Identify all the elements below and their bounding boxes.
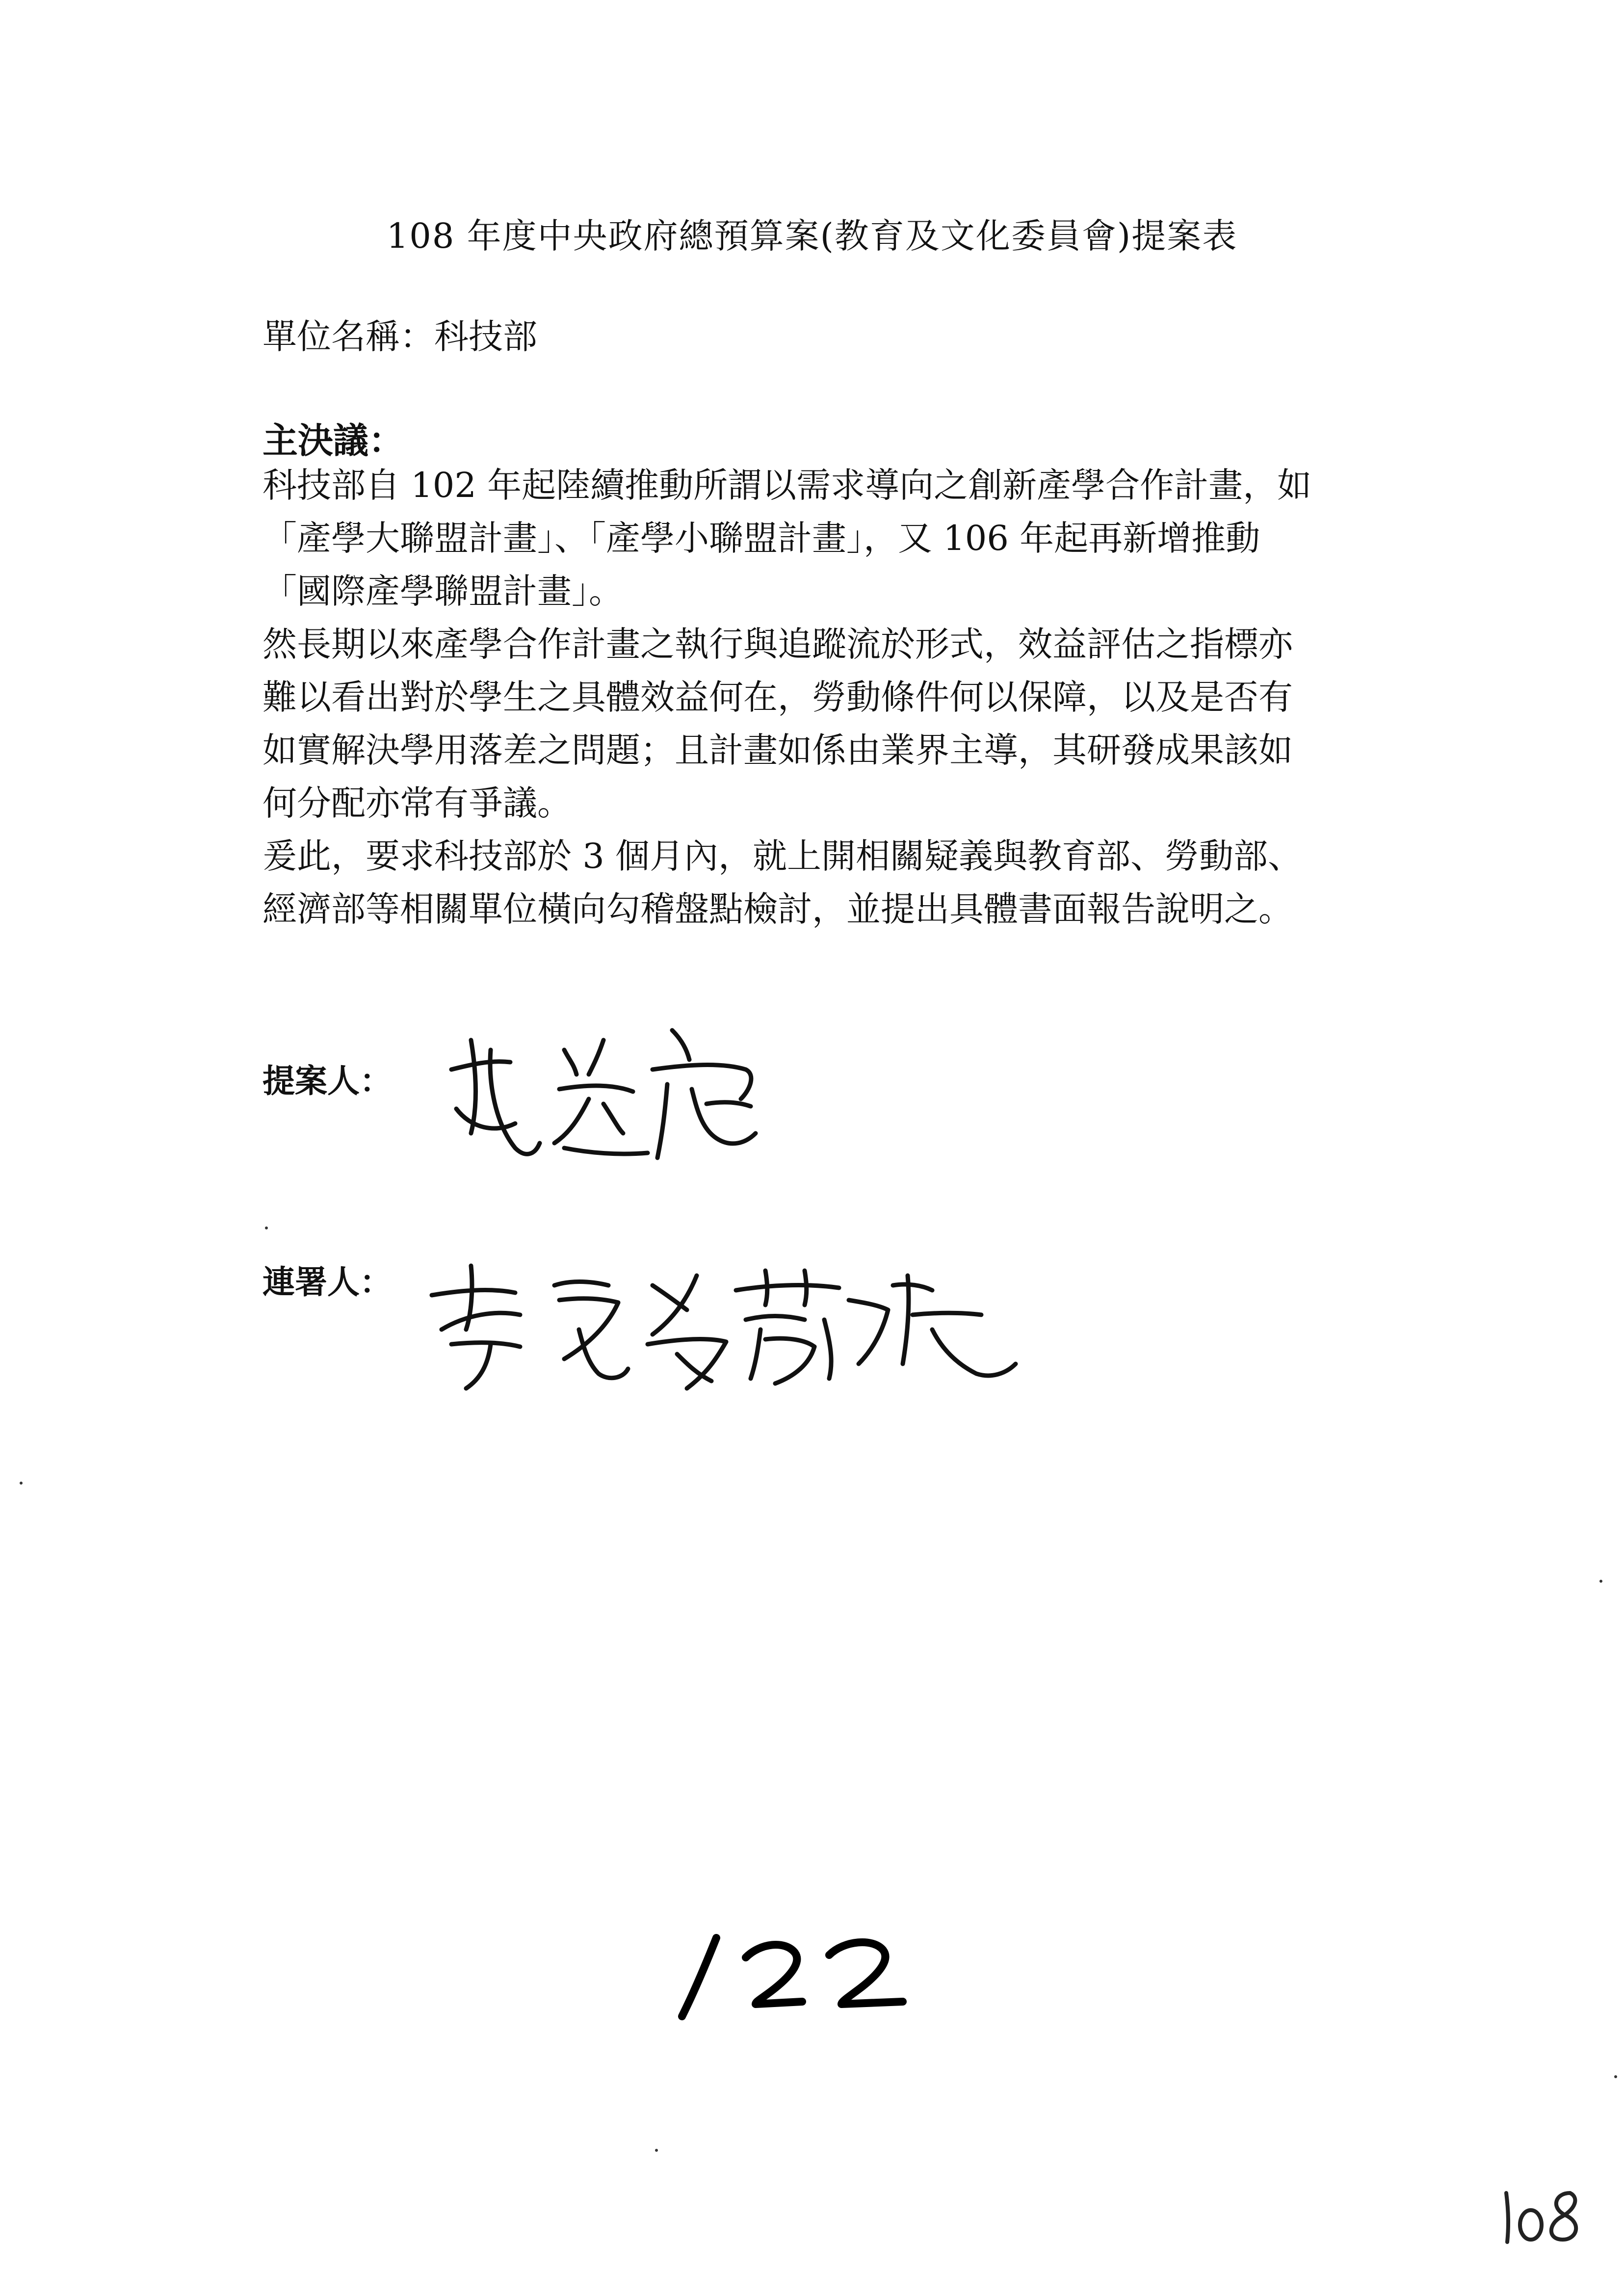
handwritten-corner-number [1496, 2178, 1595, 2254]
resolution-heading: 主決議： [262, 419, 404, 461]
scan-speck [265, 1226, 268, 1229]
cosigner-label: 連署人： [262, 1263, 392, 1301]
scan-speck [655, 2149, 658, 2152]
body-line: 經濟部等相關單位橫向勾稽盤點檢討，並提出具體書面報告說明之。 [262, 889, 1293, 929]
unit-label: 單位名稱： [262, 316, 434, 357]
proposer-label: 提案人： [262, 1062, 392, 1100]
body-line: 「國際產學聯盟計畫」。 [262, 571, 623, 611]
document-title: 108 年度中央政府總預算案(教育及文化委員會)提案表 [386, 216, 1238, 256]
body-line: 難以看出對於學生之具體效益何在，勞動條件何以保障，以及是否有 [262, 677, 1293, 717]
proposer-signature [442, 1011, 775, 1173]
body-line: 何分配亦常有爭議。 [262, 783, 572, 823]
body-line: 爰此，要求科技部於 3 個月內，就上開相關疑義與教育部、勞動部、 [262, 836, 1303, 876]
scan-speck [1599, 1580, 1602, 1583]
resolution-body [262, 459, 1450, 936]
body-line: 如實解決學用落差之問題；且計畫如係由業界主導，其研發成果該如 [262, 730, 1293, 770]
scan-speck [1614, 2075, 1617, 2078]
body-line: 然長期以來產學合作計畫之執行與追蹤流於形式，效益評估之指標亦 [262, 624, 1293, 664]
body-line: 科技部自 102 年起陸續推動所謂以需求導向之創新產學合作計畫，如 [262, 465, 1312, 505]
unit-value: 科技部 [434, 316, 537, 357]
scan-speck [20, 1482, 23, 1485]
unit-line [262, 309, 537, 359]
body-line: 「產學大聯盟計畫」、「產學小聯盟計畫」，又 106 年起再新增推動 [262, 518, 1260, 558]
handwritten-page-number [672, 1928, 927, 2028]
cosigner-signature [422, 1256, 1030, 1403]
